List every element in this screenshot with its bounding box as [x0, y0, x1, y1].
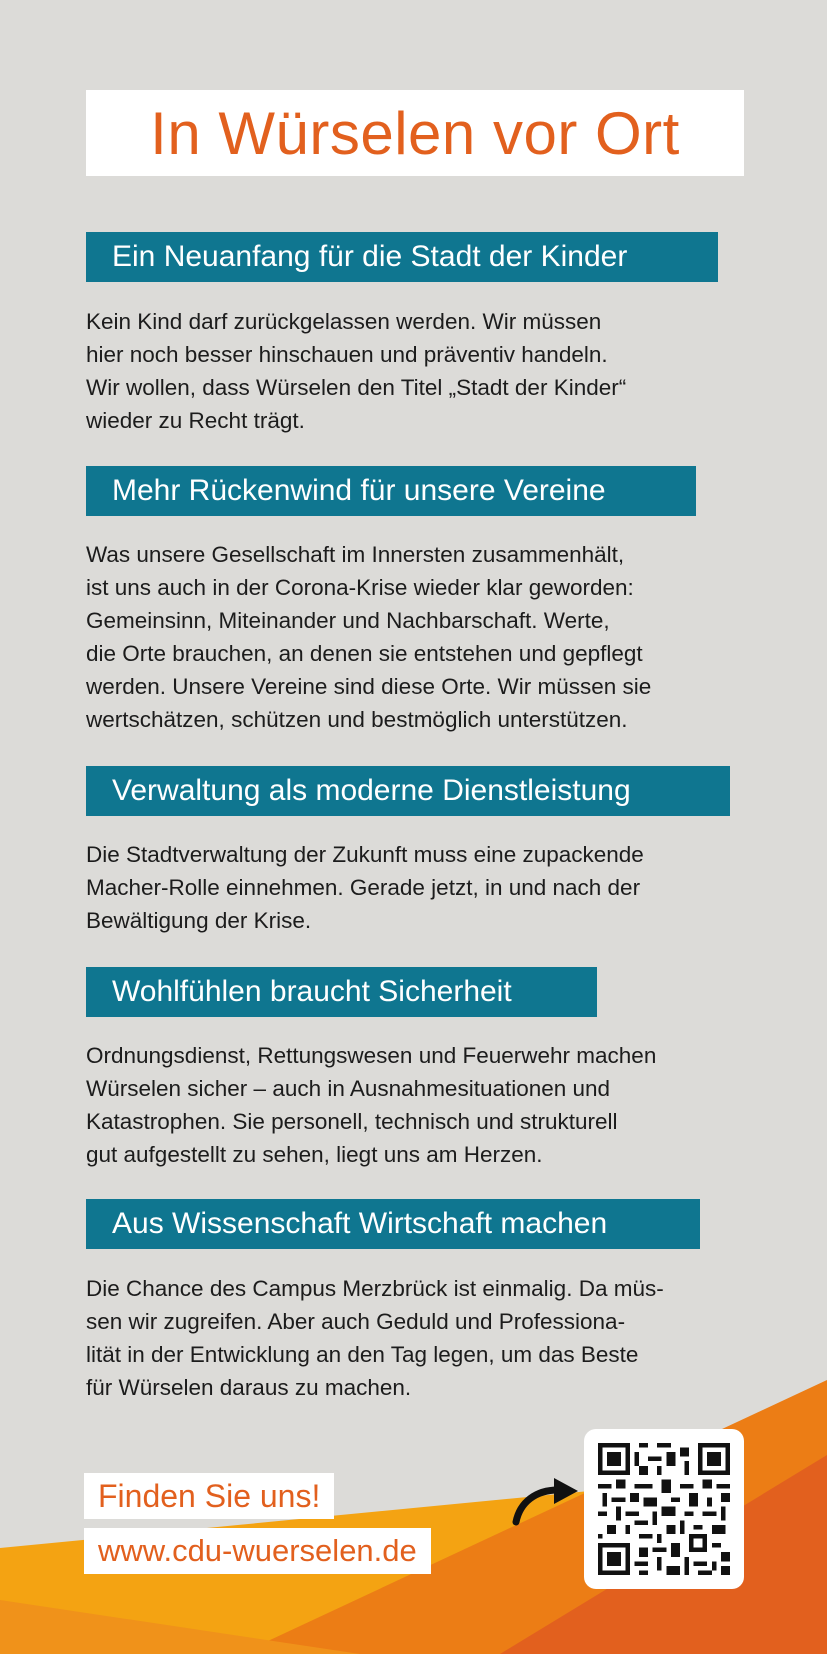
body-line: Die Stadtverwaltung der Zukunft muss eine zupackende	[86, 842, 644, 867]
body-line: Macher-Rolle einnehmen. Gerade jetzt, in und nach der	[86, 875, 641, 900]
section-heading-kinder: Ein Neuanfang für die Stadt der Kinder	[86, 232, 718, 282]
page-title: In Würselen vor Ort	[150, 99, 680, 167]
body-line: Kein Kind darf zurückgelassen werden. Wir müssen	[86, 309, 602, 334]
curved-arrow-icon	[510, 1478, 580, 1526]
body-line: Wir wollen, dass Würselen den Titel „Stadt der Kinder“	[86, 375, 627, 400]
body-line: Die Chance des Campus Merzbrück ist einmalig. Da müs-	[86, 1276, 664, 1301]
body-line: hier noch besser hinschauen und präventiv handeln.	[86, 342, 608, 367]
section-body-verwaltung	[86, 838, 746, 937]
find-us-label: Finden Sie uns!	[84, 1473, 334, 1519]
section-body-vereine	[86, 538, 746, 736]
body-line: lität in der Entwicklung an den Tag legen, um das Beste	[86, 1342, 639, 1367]
body-line: Katastrophen. Sie personell, technisch und strukturell	[86, 1109, 618, 1134]
body-line: wieder zu Recht trägt.	[86, 408, 305, 433]
body-line: sen wir zugreifen. Aber auch Geduld und Professiona-	[86, 1309, 626, 1334]
body-line: wertschätzen, schützen und bestmöglich unterstützen.	[86, 707, 628, 732]
body-line: Bewältigung der Krise.	[86, 908, 312, 933]
website-link[interactable]: www.cdu-wuerselen.de	[84, 1528, 431, 1574]
body-line: Gemeinsinn, Miteinander und Nachbarschaft. Werte,	[86, 608, 610, 633]
body-line: Was unsere Gesellschaft im Innersten zusammenhält,	[86, 542, 625, 567]
title-banner	[86, 90, 744, 176]
body-line: für Würselen daraus zu machen.	[86, 1375, 412, 1400]
section-heading-vereine: Mehr Rückenwind für unsere Vereine	[86, 466, 696, 516]
body-line: Würselen sicher – auch in Ausnahmesituationen und	[86, 1076, 611, 1101]
body-line: ist uns auch in der Corona-Krise wieder klar geworden:	[86, 575, 634, 600]
section-heading-verwaltung: Verwaltung als moderne Dienstleistung	[86, 766, 730, 816]
section-heading-wissenschaft: Aus Wissenschaft Wirtschaft machen	[86, 1199, 700, 1249]
body-line: Ordnungsdienst, Rettungswesen und Feuerwehr machen	[86, 1043, 657, 1068]
body-line: werden. Unsere Vereine sind diese Orte. Wir müssen sie	[86, 674, 652, 699]
section-body-sicherheit	[86, 1039, 746, 1171]
qr-code[interactable]	[584, 1429, 744, 1589]
section-body-wissenschaft	[86, 1272, 746, 1404]
body-line: gut aufgestellt zu sehen, liegt uns am Herzen.	[86, 1142, 543, 1167]
section-body-kinder	[86, 305, 746, 437]
body-line: die Orte brauchen, an denen sie entstehen und gepflegt	[86, 641, 643, 666]
section-heading-sicherheit: Wohlfühlen braucht Sicherheit	[86, 967, 597, 1017]
qr-code-icon	[598, 1443, 730, 1575]
